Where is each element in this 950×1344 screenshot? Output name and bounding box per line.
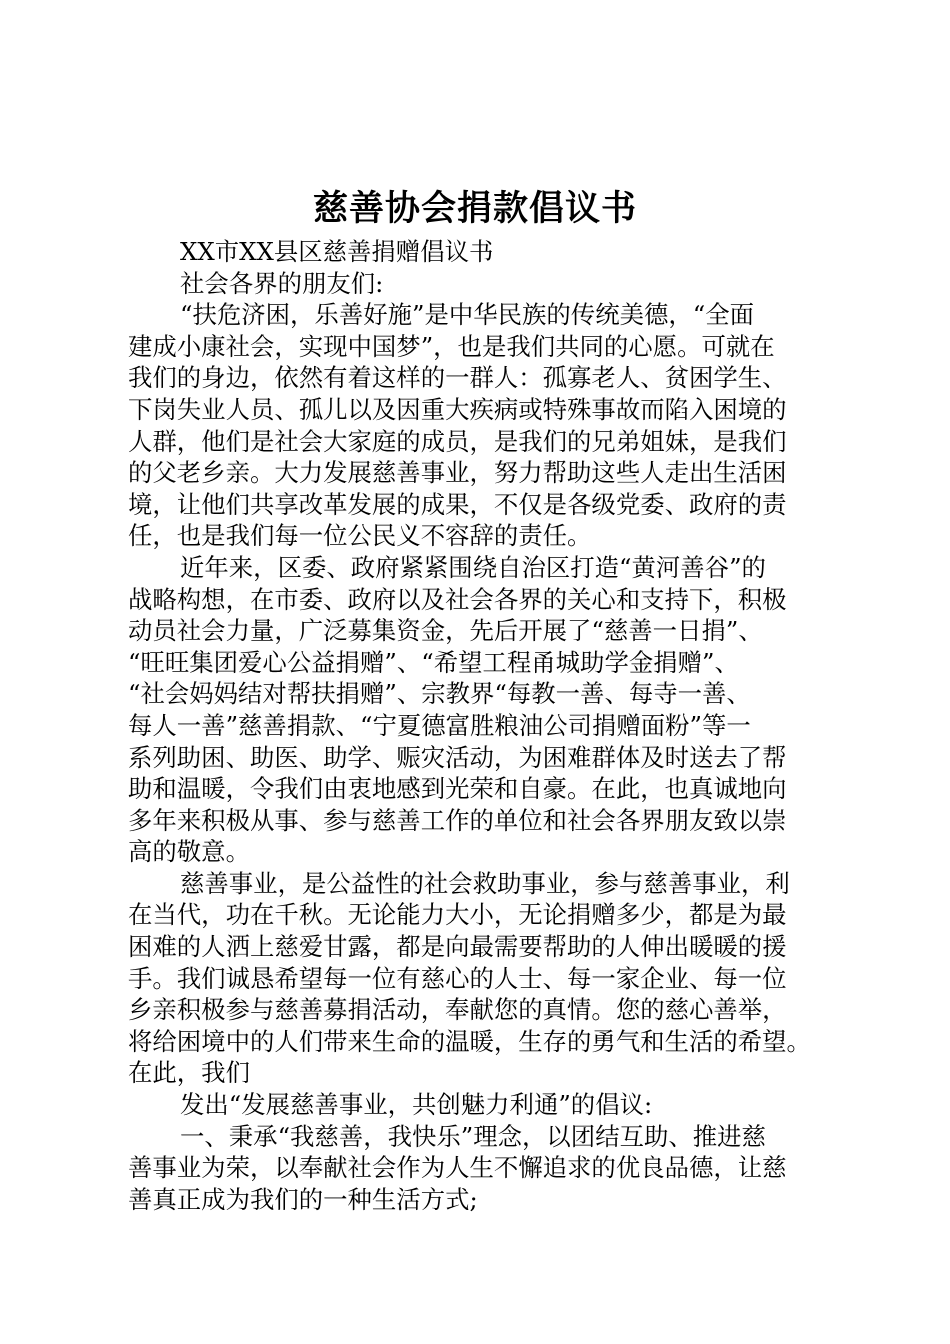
text-line: 动员社会力量，广泛募集资金，先后开展了“慈善一日捐”、 [128,616,763,646]
text-line: 境，让他们共享改革发展的成果，不仅是各级党委、政府的责 [128,489,787,519]
text-line: 近年来，区委、政府紧紧围绕自治区打造“黄河善谷”的 [180,552,766,582]
text-line: 战略构想，在市委、政府以及社会各界的关心和支持下，积极 [128,584,787,614]
text-line: XX市XX县区慈善捐赠倡议书 [180,237,494,266]
text-line: 系列助困、助医、助学、赈灾活动，为困难群体及时送去了帮 [128,742,787,772]
text-line: 的父老乡亲。大力发展慈善事业，努力帮助这些人走出生活困 [128,458,787,488]
text-line: “旺旺集团爱心公益捐赠”、“希望工程甬城助学金捐赠”、 [128,647,739,677]
text-line: 每人一善”慈善捐款、“宁夏德富胜粮油公司捐赠面粉”等一 [128,710,751,740]
text-line: 我们的身边，依然有着这样的一群人：孤寡老人、贫困学生、 [128,363,787,393]
text-line: 社会各界的朋友们: [180,268,384,298]
text-line: 善真正成为我们的一种生活方式; [128,1184,478,1214]
text-line: 多年来积极从事、参与慈善工作的单位和社会各界朋友致以崇 [128,805,787,835]
text-line: 高的敬意。 [128,837,250,867]
document-title: 慈善协会捐款倡议书 [312,188,637,229]
text-line: 慈善事业，是公益性的社会救助事业，参与慈善事业，利 [180,868,790,898]
text-line: 任，也是我们每一位公民义不容辞的责任。 [128,521,592,551]
text-line: 发出“发展慈善事业，共创魅力利通”的倡议: [180,1090,653,1120]
text-line: 下岗失业人员、孤儿以及因重大疾病或特殊事故而陷入困境的 [128,394,787,424]
text-line: 一、秉承“我慈善，我快乐”理念，以团结互助、推进慈 [180,1121,766,1151]
text-line: “扶危济困，乐善好施”是中华民族的传统美德，“全面 [180,300,755,330]
text-line: 助和温暖，令我们由衷地感到光荣和自豪。在此，也真诚地向 [128,774,787,804]
text-line: 善事业为荣，以奉献社会作为人生不懈追求的优良品德，让慈 [128,1153,787,1183]
text-line: 将给困境中的人们带来生命的温暖，生存的勇气和生活的希望。 [128,1026,811,1056]
text-line: 困难的人洒上慈爱甘露，都是向最需要帮助的人伸出暖暖的援 [128,932,787,962]
text-line: 在当代，功在千秋。无论能力大小，无论捐赠多少，都是为最 [128,900,787,930]
text-line: 人群，他们是社会大家庭的成员，是我们的兄弟姐妹，是我们 [128,426,787,456]
text-line: 手。我们诚恳希望每一位有慈心的人士、每一家企业、每一位 [128,963,787,993]
text-line: 乡亲积极参与慈善募捐活动，奉献您的真情。您的慈心善举， [128,995,787,1025]
text-line: “社会妈妈结对帮扶捐赠”、宗教界“每教一善、每寺一善、 [128,679,751,709]
text-line: 建成小康社会，实现中国梦”，也是我们共同的心愿。可就在 [128,331,775,361]
text-line: 在此，我们 [128,1058,250,1088]
document-body [128,236,848,1215]
